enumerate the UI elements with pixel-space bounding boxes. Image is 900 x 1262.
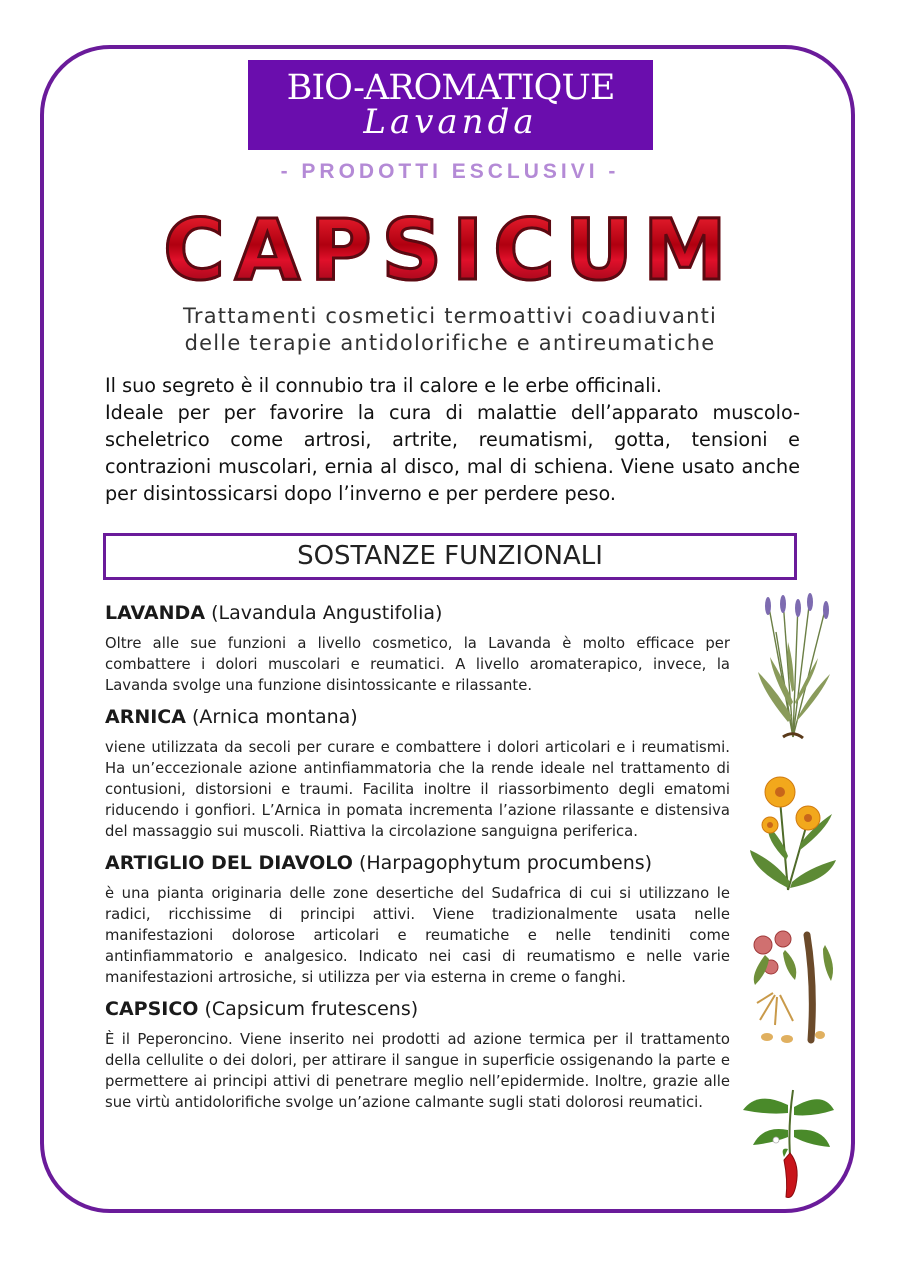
ingredient-latin-name: (Arnica montana) — [192, 706, 358, 729]
ingredient-description: Oltre alle sue funzioni a livello cosmetico, la Lavanda è molto efficace per combattere i dolori muscolari e reumatici. A livello aromaterapico, invece, la Lavanda svolge una funzione disintossicante e rilassante. — [105, 635, 730, 694]
ingredient-latin-name: (Lavandula Angustifolia) — [211, 602, 443, 624]
ingredient-name: CAPSICO — [105, 998, 199, 1021]
ingredient-latin-name: (Harpagophytum procumbens) — [358, 852, 653, 875]
ingredient-list — [105, 600, 730, 1122]
ingredient-arnica — [105, 704, 730, 842]
ingredient-lavanda — [105, 600, 730, 696]
ingredient-artiglio-del-diavolo — [105, 850, 730, 988]
ingredient-name: ARNICA — [105, 706, 186, 729]
ingredient-name: ARTIGLIO DEL DIAVOLO — [105, 852, 353, 875]
product-title: CAPSICUM — [0, 200, 900, 300]
subtitle-line-2: delle terapie antidolorifiche e antireumatiche — [184, 331, 716, 355]
ingredient-capsico — [105, 996, 730, 1113]
section-title: SOSTANZE FUNZIONALI — [103, 533, 797, 580]
brand-name: BIO-AROMATIQUE — [286, 68, 615, 108]
subtitle — [0, 303, 900, 357]
intro-body: Ideale per per favorire la cura di malattie dell’apparato muscolo-scheletrico come artrosi, artrite, reumatismi, gotta, tensioni e contrazioni muscolari, ernia al disco, mal di schiena. Viene usato anche per disintossicarsi dopo l’inverno e per perdere peso. — [105, 401, 800, 505]
lavender-illustration-icon — [748, 592, 838, 742]
ingredient-description: È il Peperoncino. Viene inserito nei prodotti ad azione termica per il trattamento della cellulite o dei dolori, per attirare il sangue in superficie ossigenando la parte e permettere ai principi attivi di penetrare meglio nell’epidermide. Inoltre, grazie alle sue virtù antidolorifiche svolge un’azione calmante sugli stati dolorosi reumatici. — [105, 1031, 730, 1111]
brand-logo — [248, 60, 653, 150]
ingredient-name: LAVANDA — [105, 602, 206, 624]
intro-text — [105, 372, 800, 507]
ingredient-description: viene utilizzata da secoli per curare e combattere i dolori articolari e i reumatismi. Ha un’eccezionale azione antinfiammatoria che la rende ideale nel trattamento di contusioni, distorsioni e traumi. Facilita inoltre il riassorbimento degli ematomi riducendo i gonfiori. L’Arnica in pomata incrementa l’azione rilassante e distensiva del massaggio sui muscoli. Riattiva la circolazione sanguigna periferica. — [105, 739, 730, 840]
subtitle-line-1: Trattamenti cosmetici termoattivi coadiuvanti — [182, 304, 718, 328]
ingredient-description: è una pianta originaria delle zone desertiche del Sudafrica di cui si utilizzano le radici, ricchissime di principi attivi. Viene tradizionalmente usata nelle manifestazioni dolorose articolari e reumatiche e nelle tendiniti come antinfiammatorio e analgesico. Indicato nei casi di reumatismo e nelle varie manifestazioni artrosiche, si utilizza per via esterna in creme o fanghi. — [105, 885, 730, 986]
chili-pepper-illustration-icon — [738, 1085, 838, 1205]
devils-claw-illustration-icon — [745, 925, 840, 1050]
ingredient-latin-name: (Capsicum frutescens) — [204, 998, 419, 1021]
tagline: - PRODOTTI ESCLUSIVI - — [280, 160, 620, 183]
intro-line-1: Il suo segreto è il connubio tra il calore e le erbe officinali. — [105, 374, 663, 397]
arnica-illustration-icon — [748, 770, 838, 895]
brand-line: Lavanda — [363, 102, 538, 142]
